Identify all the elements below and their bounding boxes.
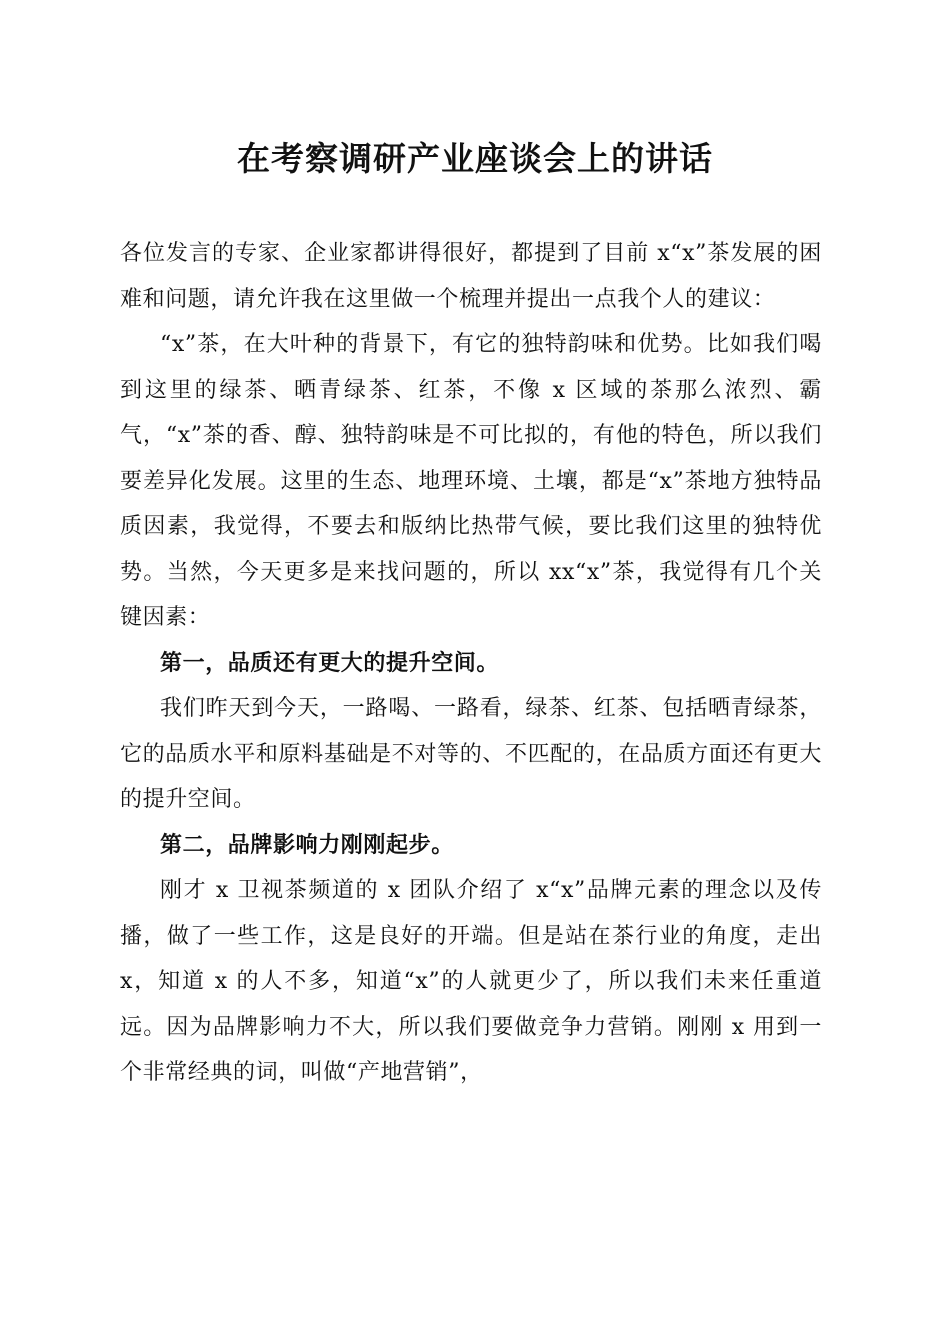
paragraph-brand: 刚才 x 卫视茶频道的 x 团队介绍了 x“x”品牌元素的理念以及传播，做了一些工作，这是良好的开端。但是站在茶行业的角度，走出 x，知道 x 的人不多，知道“x”的人就更少了，所以我们未来任重道远。因为品牌影响力不大，所以我们要做竞争力营销。刚刚 x 用到一个非常经典的词，叫做“产地营销”， [120,878,822,1085]
heading-point-two: 第二，品牌影响力刚刚起步。 [160,831,454,858]
heading-point-one: 第一，品质还有更大的提升空间。 [160,649,500,676]
document-title: 在考察调研产业座谈会上的讲话 [237,139,713,178]
paragraph-tea-advantages: “x”茶，在大叶种的背景下，有它的独特韵味和优势。比如我们喝到这里的绿茶、晒青绿茶、红茶，不像 x 区域的茶那么浓烈、霸气，“x”茶的香、醇、独特韵味是不可比拟的，有他的特色，所以我们要差异化发展。这里的生态、地理环境、土壤，都是“x”茶地方独特品质因素，我觉得，不要去和版纳比热带气候，要比我们这里的独特优势。当然，今天更多是来找问题的，所以 xx“x”茶，我觉得有几个关键因素： [120,332,822,630]
paragraph-intro: 各位发言的专家、企业家都讲得很好，都提到了目前 x“x”茶发展的困难和问题，请允许我在这里做一个梳理并提出一点我个人的建议： [120,241,822,312]
document-body [120,231,822,1096]
paragraph-quality: 我们昨天到今天，一路喝、一路看，绿茶、红茶、包括晒青绿茶，它的品质水平和原料基础是不对等的、不匹配的，在品质方面还有更大的提升空间。 [120,696,822,812]
